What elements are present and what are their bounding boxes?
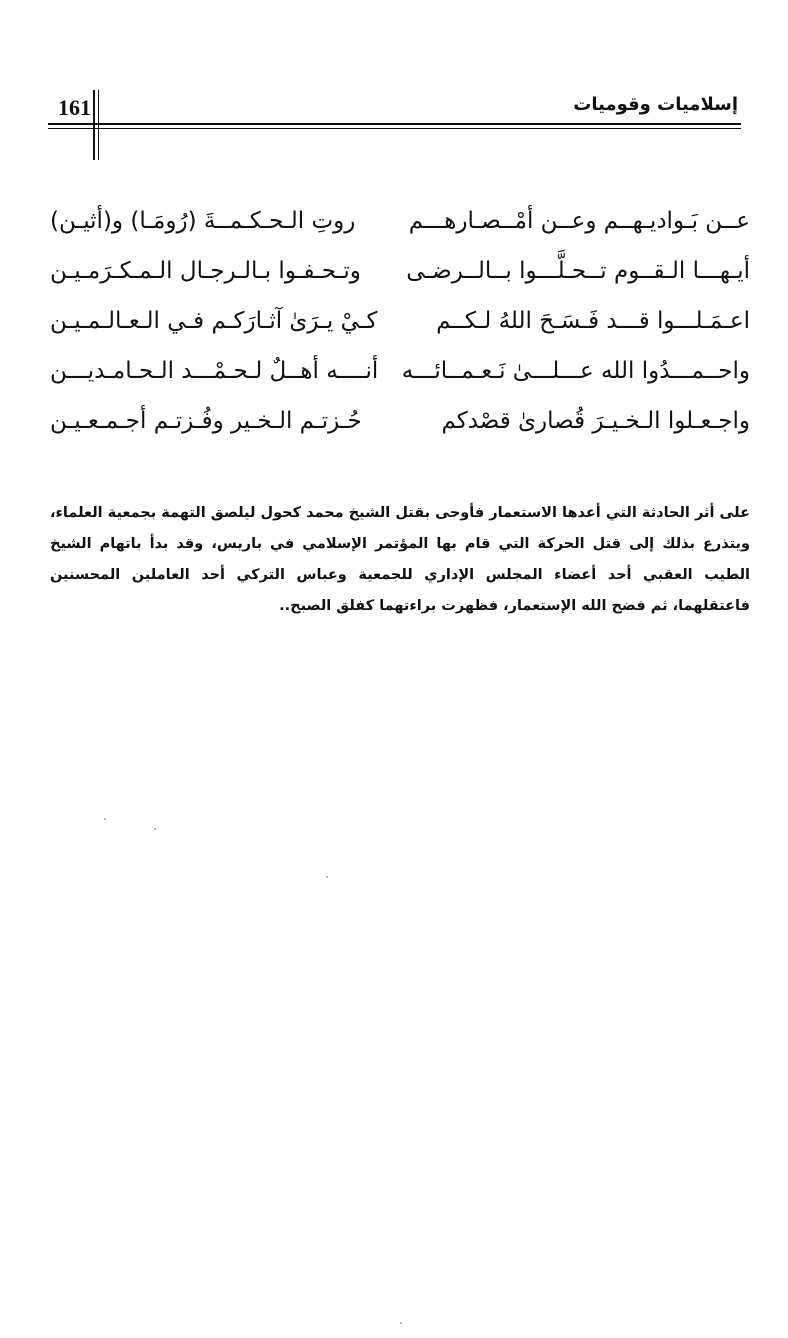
prose-paragraph: على أثر الحادثة التي أعدها الاستعمار فأوحى بقتل الشيخ محمد كحول ليلصق التهمة بجمعية العلماء، ويتذرع بذلك إلى قتل الحركة التي قام بها المؤتمر الإسلامي في باريس، وقد بدأ باتهام الشيخ الطيب العقبي أحد أعضاء المجلس الإداري للجمعية وعباس التركي أحد العاملين المحسنين فاعتقلهما، ثم فضح الله الإستعمار، فظهرت براءتهما كفلق الصبح.. — [50, 505, 750, 614]
header-vertical-rule-thick — [93, 90, 95, 160]
poem-verse — [50, 296, 750, 346]
prose-note — [50, 498, 750, 622]
poem-verse — [50, 246, 750, 296]
scan-speck — [326, 876, 328, 878]
poem-verse — [50, 196, 750, 246]
poem-verse — [50, 346, 750, 396]
page-number: 161 — [58, 95, 91, 120]
verse-first-hemistich: عــن بَـواديـهــم وعــن أمْــصـارهـــم — [408, 208, 750, 234]
page-header — [0, 0, 788, 170]
verse-second-hemistich: حُـزتـم الـخـير وفُـزتـم أجـمـعـيـن — [50, 408, 362, 434]
header-rule-thick — [48, 123, 741, 125]
header-rule-thin — [48, 128, 741, 129]
poem — [50, 196, 750, 446]
scan-speck — [154, 828, 156, 830]
verse-first-hemistich: اعـمَـلـــوا قـــد فَـسَـحَ اللهُ لـكــم — [436, 308, 750, 334]
running-title: إسلاميات وقوميات — [573, 94, 738, 115]
verse-first-hemistich: أيـهـــا الـقــوم تــحـلَّـــوا بــالــرضـى — [406, 258, 750, 284]
verse-first-hemistich: واجـعـلوا الـخـيـرَ قُصارىٰ قصْدكم — [441, 408, 750, 434]
verse-first-hemistich: واحــمـــدُوا الله عـــلـــىٰ نَـعـمــائـــه — [401, 358, 750, 384]
verse-second-hemistich: روتِ الـحـكـمــةَ (رُومَـا) و(أثيـن) — [50, 208, 356, 234]
scan-speck — [104, 818, 106, 820]
verse-second-hemistich: كـيْ يـرَىٰ آثـارَكـم فـي الـعـالـمـيـن — [50, 308, 378, 334]
verse-second-hemistich: أنــــه أهــلٌ لـحـمْـــد الـحـامـديـــن — [50, 358, 379, 384]
poem-verse — [50, 396, 750, 446]
verse-second-hemistich: وتـحـفـوا بـالـرجـال الـمـكـرَمـيـن — [50, 258, 361, 284]
scan-speck — [400, 1322, 402, 1324]
header-vertical-rule-thin — [98, 90, 99, 160]
